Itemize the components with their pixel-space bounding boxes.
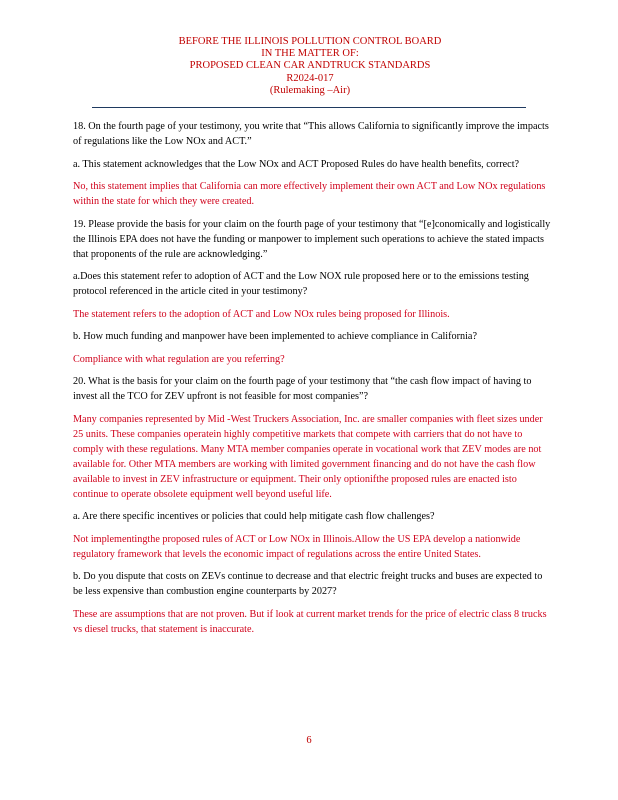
testimony-body: [73, 119, 551, 644]
answer-19b: Compliance with what regulation are you referring?: [73, 353, 285, 365]
answer-19a: The statement refers to the adoption of ACT and Low NOx rules being proposed for Illinois.: [73, 308, 450, 320]
case-caption-header: [92, 36, 528, 97]
question-18a: a. This statement acknowledges that the Low NOx and ACT Proposed Rules do have health benefits, correct?: [73, 158, 520, 170]
question-19a: a.Does this statement refer to adoption of ACT and the Low NOX rule proposed here or to the emissions testing protocol referenced in the article cited in your testimony?: [73, 271, 529, 297]
question-19: 19. Please provide the basis for your claim on the fourth page of your testimony that “[e]conomically and logistically the Illinois EPA does not have the funding or manpower to implement such operations to achieve the stated impacts that proponents of the rule are acknowledging.”: [73, 218, 551, 260]
question-18: 18. On the fourth page of your testimony, you write that “This allows California to significantly improve the impacts of regulations like the Low NOx and ACT.”: [73, 121, 549, 147]
question-20a: a. Are there specific incentives or policies that could help mitigate cash flow challenges?: [73, 511, 435, 522]
caption-line-board: BEFORE THE ILLINOIS POLLUTION CONTROL BOARD: [178, 36, 442, 47]
caption-line-matter: IN THE MATTER OF:: [261, 48, 359, 60]
question-20: 20. What is the basis for your claim on the fourth page of your testimony that “the cash flow impact of having to invest all the TCO for ZEV upfront is not feasible for most companies”?: [73, 376, 532, 402]
answer-20b: These are assumptions that are not proven. But if look at current market trends for the price of electric class 8 trucks vs diesel trucks, that statement is inaccurate.: [73, 608, 547, 635]
question-19b: b. How much funding and manpower have been implemented to achieve compliance in California?: [73, 331, 477, 342]
page-number: 6: [306, 735, 312, 746]
answer-18a: No, this statement implies that California can more effectively implement their own ACT and Low NOx regulations within the state for which they were created.: [73, 181, 546, 207]
caption-line-proposal: PROPOSED CLEAN CAR ANDTRUCK STANDARDS: [189, 60, 431, 72]
caption-line-rulemaking: (Rulemaking –Air): [269, 84, 351, 96]
caption-line-docket: R2024-017: [286, 72, 334, 84]
header-divider: [92, 107, 526, 108]
answer-20a: Not implementingthe proposed rules of ACT or Low NOx in Illinois.Allow the US EPA develop a nationwide regulatory framework that levels the economic impact of regulations across the entire United States.: [73, 533, 521, 560]
question-20b: b. Do you dispute that costs on ZEVs continue to decrease and that electric freight trucks and buses are expected to be less expensive than combustion engine counterparts by 2027?: [73, 571, 543, 597]
answer-20: Many companies represented by Mid -West Truckers Association, Inc. are smaller companies with fleet sizes under 25 units. These companies operatein highly competitive markets that compete with carriers that do not have to comply with these regulations. Many MTA member companies operate in vocational work that ZEV modes are not available for. Other MTA members are working with limited government financing and do not have the cash flow available to invest in ZEV infrastructure or equipment. Their only optionifthe proposed rules are enacted isto continue to operate obsolete equipment well beyond useful life.: [73, 413, 543, 500]
